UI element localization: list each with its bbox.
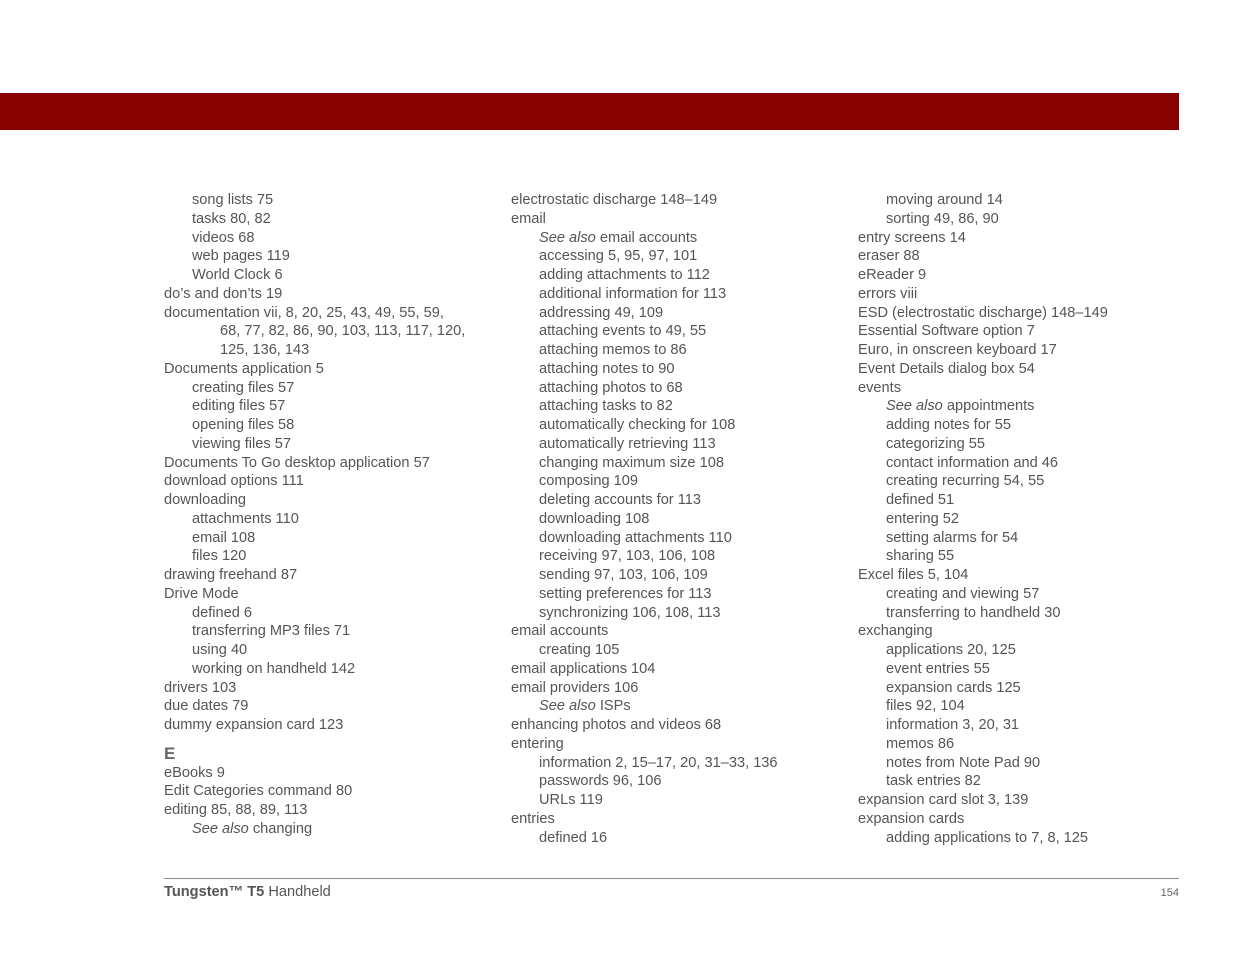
page-number: 154 (1160, 887, 1179, 899)
index-subentry: defined 6 (192, 604, 253, 621)
index-subentry: attachments 110 (192, 510, 299, 527)
see-also-target: ISPs (595, 698, 631, 715)
index-subentry: attaching memos to 86 (539, 342, 687, 358)
index-subentry: World Clock 6 (192, 267, 283, 283)
index-subentry: defined 51 (886, 492, 955, 508)
index-subentry: notes from Note Pad 90 (886, 754, 1041, 771)
index-entry: events (858, 379, 901, 396)
index-entry: Event Details dialog box 54 (858, 360, 1035, 377)
index-entry: drawing freehand 87 (164, 567, 298, 583)
index-entry: entries (511, 810, 555, 827)
index-subentry: defined 16 (539, 829, 608, 846)
index-subentry: contact information and 46 (886, 454, 1058, 471)
index-entry: errors viii (858, 285, 918, 302)
index-entry: Documents To Go desktop application 57 (164, 454, 430, 471)
index-subentry: downloading 108 (539, 510, 650, 527)
index-subentry: sorting 49, 86, 90 (886, 210, 999, 227)
index-entry: email (511, 210, 546, 227)
index-subentry: information 3, 20, 31 (886, 717, 1020, 733)
footer-product-name: Tungsten™ T5 (164, 884, 265, 900)
index-entry: exchanging (858, 623, 933, 640)
index-entry: ESD (electrostatic discharge) 148–149 (858, 304, 1108, 321)
index-subentry: task entries 82 (886, 773, 981, 790)
index-subentry: categorizing 55 (886, 435, 985, 452)
index-subentry: entering 52 (886, 510, 960, 527)
index-subentry (511, 697, 778, 716)
index-subentry: email 108 (192, 529, 256, 546)
index-subentry: composing 109 (539, 473, 638, 490)
index-entry: expansion cards (858, 810, 965, 827)
index-subentry: transferring MP3 files 71 (192, 623, 351, 640)
index-entry-continuation: 125, 136, 143 (220, 342, 310, 358)
index-subentry: applications 20, 125 (886, 642, 1016, 658)
index-subentry: downloading attachments 110 (539, 529, 732, 546)
index-subentry: addressing 49, 109 (539, 304, 664, 321)
index-subentry: setting preferences for 113 (539, 585, 712, 602)
index-entry: editing 85, 88, 89, 113 (164, 802, 308, 818)
see-also-label: See also (886, 398, 943, 415)
index-entry: download options 111 (164, 473, 304, 490)
index-subentry: viewing files 57 (192, 435, 291, 452)
index-subentry: creating and viewing 57 (886, 585, 1040, 602)
index-subentry: editing files 57 (192, 398, 286, 415)
index-subentry: accessing 5, 95, 97, 101 (539, 248, 698, 265)
index-subentry: opening files 58 (192, 417, 295, 433)
index-subentry: attaching photos to 68 (539, 379, 683, 396)
index-entry: eBooks 9 (164, 764, 225, 781)
index-entry: due dates 79 (164, 698, 249, 715)
see-also-label: See also (192, 820, 249, 837)
index-entry: entry screens 14 (858, 229, 966, 246)
index-subentry: tasks 80, 82 (192, 210, 271, 227)
index-entry: eReader 9 (858, 267, 927, 283)
index-subentry: additional information for 113 (539, 285, 727, 302)
index-entry: Euro, in onscreen keyboard 17 (858, 342, 1057, 358)
see-also-target: changing (248, 820, 313, 837)
index-subentry: passwords 96, 106 (539, 773, 662, 790)
index-subentry: receiving 97, 103, 106, 108 (539, 548, 716, 565)
index-subentry: changing maximum size 108 (539, 454, 724, 471)
index-entry: documentation vii, 8, 20, 25, 43, 49, 55, 59, (164, 304, 444, 321)
index-column-2 (511, 191, 778, 847)
index-entry: email accounts (511, 623, 609, 640)
index-entry: do’s and don’ts 19 (164, 285, 283, 302)
index-entry: Edit Categories command 80 (164, 783, 353, 800)
index-entry: dummy expansion card 123 (164, 717, 344, 733)
index-entry: enhancing photos and videos 68 (511, 717, 722, 733)
index-subentry: sharing 55 (886, 548, 955, 565)
index-subentry: creating recurring 54, 55 (886, 473, 1045, 490)
index-subentry: working on handheld 142 (192, 660, 356, 677)
see-also-label: See also (539, 229, 596, 246)
index-subentry: automatically retrieving 113 (539, 435, 716, 452)
index-entry: Excel files 5, 104 (858, 567, 969, 583)
footer-product-title (164, 884, 331, 900)
index-entry: expansion card slot 3, 139 (858, 792, 1029, 808)
index-subentry: web pages 119 (192, 248, 290, 265)
index-subentry: videos 68 (192, 229, 255, 246)
index-entry: Drive Mode (164, 585, 239, 602)
index-subentry (858, 397, 1108, 416)
index-subentry: sending 97, 103, 106, 109 (539, 567, 708, 583)
index-subentry: synchronizing 106, 108, 113 (539, 604, 721, 621)
index-subentry: memos 86 (886, 735, 955, 752)
index-subentry: files 120 (192, 548, 247, 565)
index-subentry: attaching tasks to 82 (539, 398, 673, 415)
index-section-letter: E (164, 743, 176, 763)
see-also-target: appointments (942, 398, 1035, 415)
index-entry: electrostatic discharge 148–149 (511, 192, 718, 208)
index-subentry: adding applications to 7, 8, 125 (886, 829, 1089, 846)
index-subentry: transferring to handheld 30 (886, 604, 1061, 621)
index-subentry: automatically checking for 108 (539, 417, 736, 433)
index-entry: drivers 103 (164, 679, 237, 696)
index-entry: email applications 104 (511, 660, 656, 677)
footer-rule (164, 878, 1179, 879)
header-bar (0, 93, 1179, 130)
index-subentry: information 2, 15–17, 20, 31–33, 136 (539, 754, 778, 771)
index-subentry: expansion cards 125 (886, 679, 1021, 696)
index-subentry: moving around 14 (886, 192, 1003, 208)
index-subentry: adding notes for 55 (886, 417, 1011, 433)
index-entry: Essential Software option 7 (858, 323, 1035, 340)
index-subentry: event entries 55 (886, 660, 990, 677)
index-subentry: creating 105 (539, 642, 620, 658)
index-subentry (164, 820, 465, 839)
index-subentry (511, 229, 778, 248)
index-subentry: song lists 75 (192, 192, 274, 208)
index-subentry: attaching notes to 90 (539, 360, 675, 377)
index-subentry: URLs 119 (539, 792, 603, 808)
see-also-target: email accounts (595, 229, 698, 246)
index-column-3 (858, 191, 1108, 847)
index-entry: downloading (164, 492, 246, 508)
index-entry: Documents application 5 (164, 360, 324, 377)
see-also-label: See also (539, 698, 596, 715)
index-entry: eraser 88 (858, 248, 920, 265)
index-subentry: setting alarms for 54 (886, 529, 1019, 546)
index-entry-continuation: 68, 77, 82, 86, 90, 103, 113, 117, 120, (220, 323, 466, 340)
footer-product-suffix: Handheld (264, 884, 331, 900)
index-entry: email providers 106 (511, 679, 639, 696)
index-subentry: adding attachments to 112 (539, 267, 710, 283)
index-subentry: deleting accounts for 113 (539, 492, 701, 508)
index-entry: entering (511, 735, 564, 752)
index-subentry: files 92, 104 (886, 698, 965, 715)
index-subentry: creating files 57 (192, 379, 295, 396)
index-subentry: using 40 (192, 642, 248, 658)
index-column-1 (164, 191, 465, 839)
index-subentry: attaching events to 49, 55 (539, 323, 707, 340)
